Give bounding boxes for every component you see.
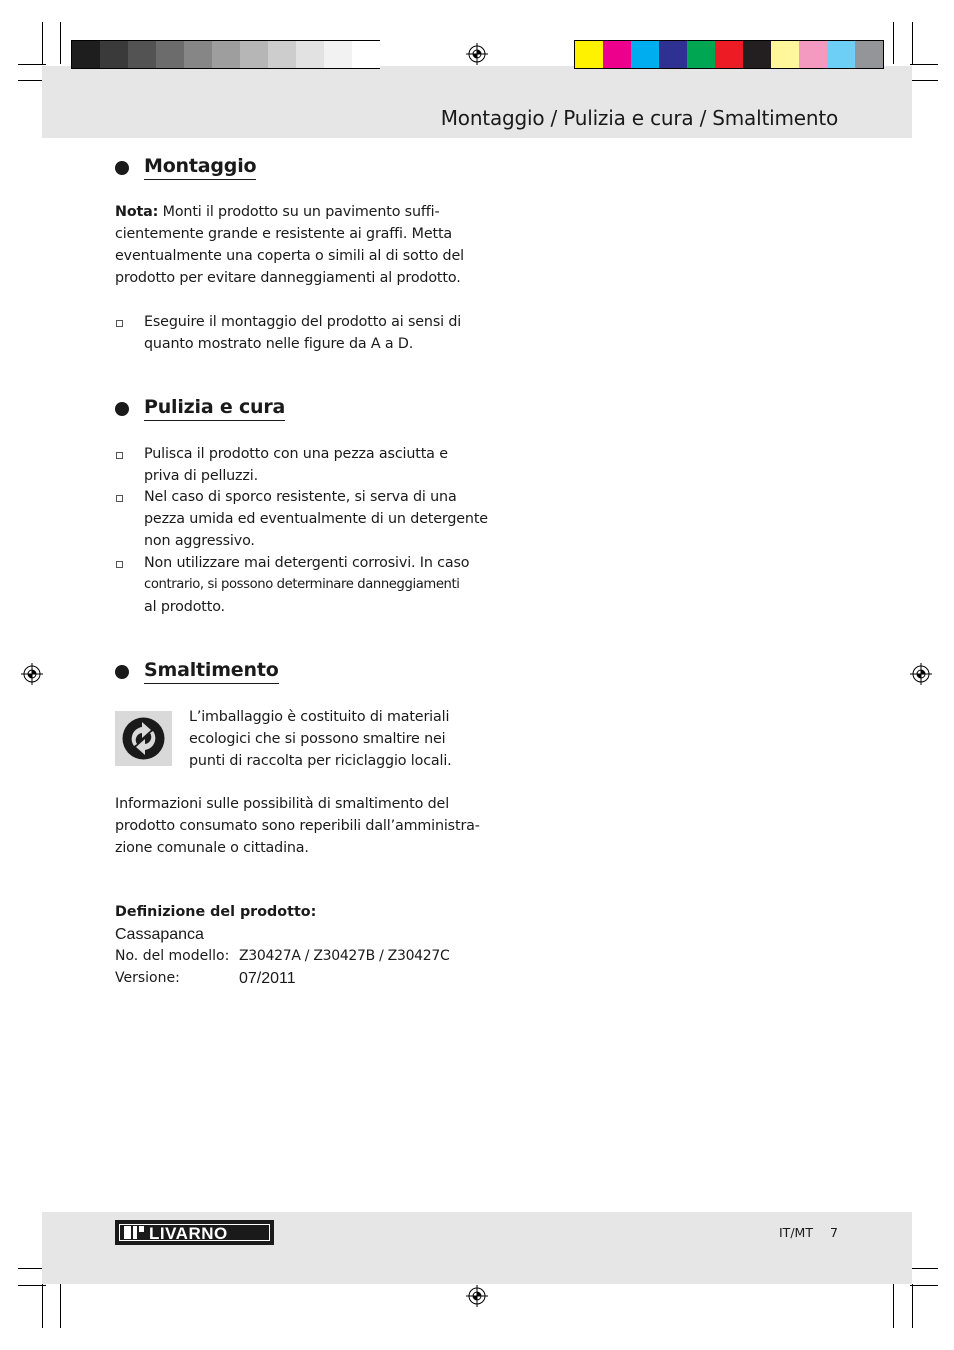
list-checkbox-icon [116,495,123,502]
livarno-emblem-icon [124,1226,144,1239]
list-item: Eseguire il montaggio del prodotto ai sensi di quanto mostrato nelle figure da A a D. [144,314,462,352]
recycle-symbol-box [115,711,172,766]
model-value: Z30427A / Z30427B / Z30427C [239,948,450,964]
list-checkbox-icon [116,452,123,459]
color-swatch [156,41,184,68]
registration-mark-icon [21,663,43,685]
pulizia-heading: Pulizia e cura [144,396,285,421]
page-title: Montaggio / Pulizia e cura / Smaltimento [440,106,838,130]
color-swatch [631,41,659,68]
list-checkbox-icon [116,320,123,327]
packaging-text: L’imballaggio è costituito di materiali ecologici che si possono smaltire nei punti di raccolta per riciclaggio locali. [189,709,452,769]
version-value: 07/2011 [239,970,296,987]
smaltimento-heading: Smaltimento [144,659,279,684]
registration-mark-icon [466,43,488,65]
color-swatch [128,41,156,68]
note-line: eventualmente una coperta o simili al di sotto del [115,248,464,264]
color-swatch [855,41,883,68]
definition-label: Definizione del prodotto: [115,904,317,920]
note-line: prodotto per evitare danneggiamenti al prodotto. [115,270,461,286]
color-swatch [352,41,380,68]
livarno-logo [115,1220,274,1245]
page-number: 7 [830,1225,838,1240]
color-swatch [324,41,352,68]
section-bullet [115,402,129,416]
color-swatch [72,41,100,68]
section-bullet [115,665,129,679]
color-swatch [687,41,715,68]
locale-code: IT/MT [779,1225,813,1240]
registration-mark-icon [466,1285,488,1307]
note-line: cientemente grande e resistente ai graffi. Metta [115,226,453,242]
color-swatch [603,41,631,68]
registration-mark-icon [910,663,932,685]
model-label: No. del modello: [115,948,230,964]
color-swatch [827,41,855,68]
color-swatch [771,41,799,68]
color-swatch [575,41,603,68]
section-bullet [115,161,129,175]
version-label: Versione: [115,970,180,986]
list-item: Pulisca il prodotto con una pezza asciutta e priva di pelluzzi. [144,446,448,484]
color-swatch [296,41,324,68]
color-swatch [184,41,212,68]
list-item: Non utilizzare mai detergenti corrosivi. In caso contrario, si possono determinare danneggiamenti al prodotto. [144,555,470,615]
color-swatch [799,41,827,68]
montaggio-note [115,201,467,289]
note-label: Nota: [115,204,159,220]
note-line: Monti il prodotto su un pavimento suffi- [158,204,440,220]
montaggio-heading: Montaggio [144,155,256,180]
color-swatch [268,41,296,68]
disposal-info-text: Informazioni sulle possibilità di smaltimento del prodotto consumato sono reperibili dall’amministra- zione comunale o cittadina. [115,796,480,856]
color-swatch [100,41,128,68]
color-swatch [659,41,687,68]
list-checkbox-icon [116,561,123,568]
color-swatch [743,41,771,68]
list-item: Nel caso di sporco resistente, si serva di una pezza umida ed eventualmente di un detergente non aggressivo. [144,489,488,549]
color-swatch [715,41,743,68]
logo-text: LIVARNO [149,1224,228,1243]
color-swatch [240,41,268,68]
color-swatch [212,41,240,68]
product-name: Cassapanca [115,926,204,943]
green-dot-recycle-icon [115,711,172,766]
